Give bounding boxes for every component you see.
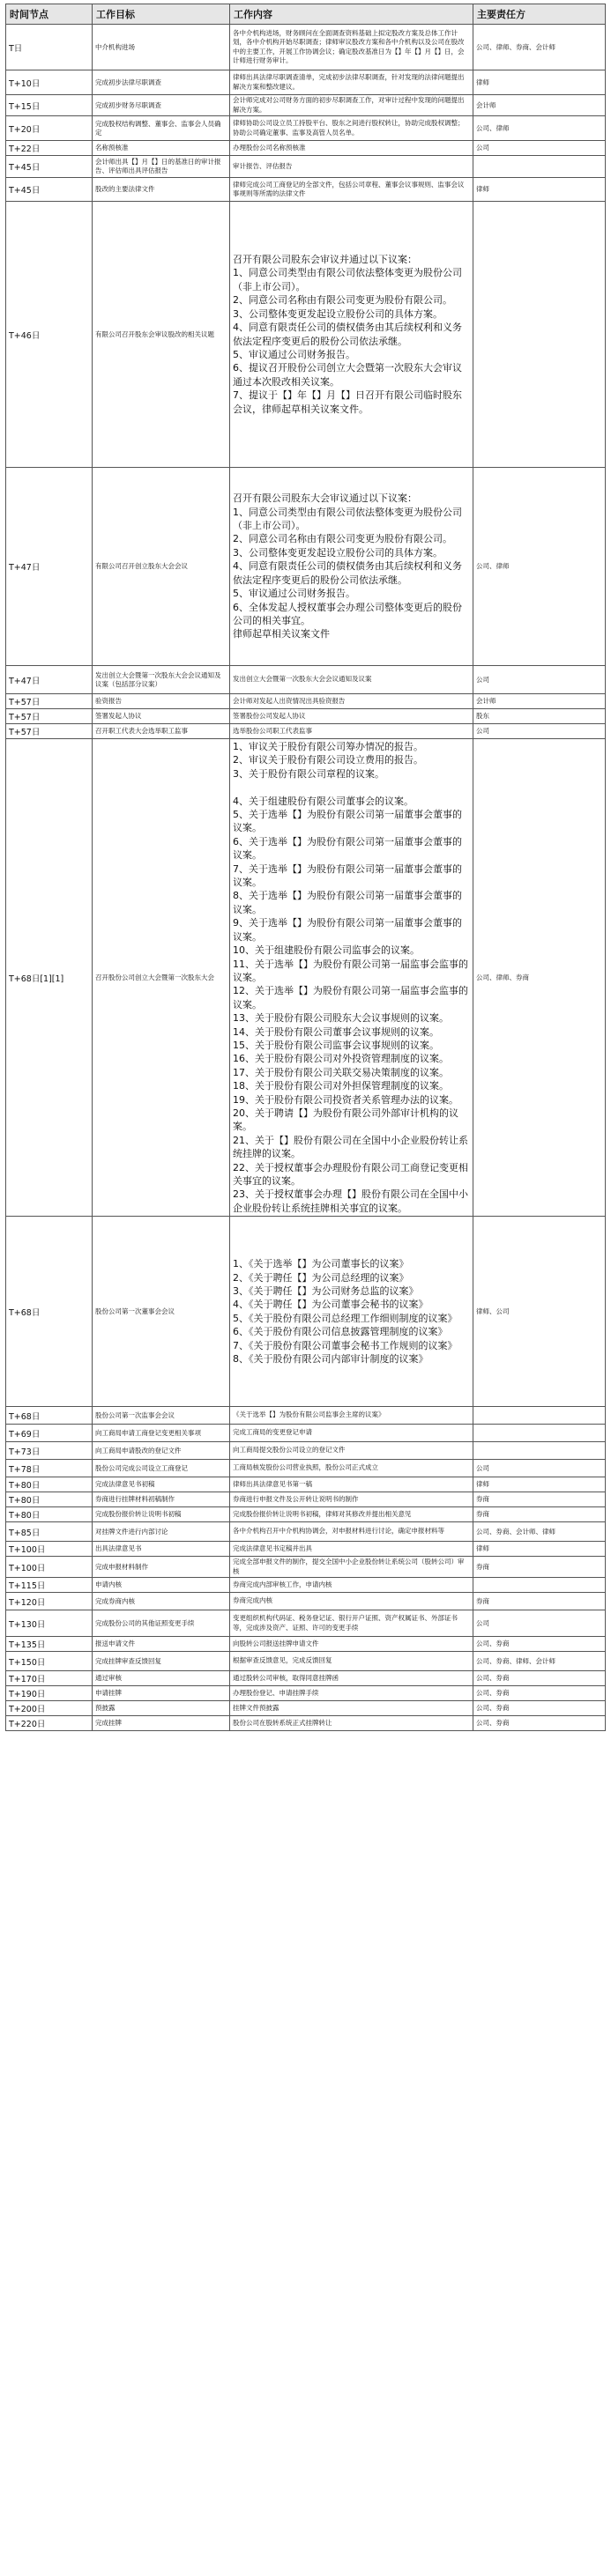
table-row bbox=[6, 1542, 606, 1557]
cell-content bbox=[230, 1610, 473, 1637]
header-content: 工作内容 bbox=[230, 4, 473, 25]
cell-content bbox=[230, 1701, 473, 1716]
cell-time: T+46日 bbox=[6, 202, 93, 468]
cell-time: T+100日 bbox=[6, 1542, 93, 1557]
cell-responsible: 律师 bbox=[473, 1477, 606, 1492]
table-row bbox=[6, 156, 606, 178]
cell-goal: 对挂牌文件进行内部讨论 bbox=[93, 1522, 230, 1542]
cell-goal: 有限公司召开股东会审议股改的相关议题 bbox=[93, 202, 230, 468]
content-line: 11、关于选举【】为股份有限公司第一届监事会监事的议案。 bbox=[233, 958, 468, 983]
cell-time: T+120日 bbox=[6, 1593, 93, 1610]
table-row bbox=[6, 739, 606, 1217]
cell-responsible: 券商 bbox=[473, 1507, 606, 1522]
cell-content bbox=[230, 95, 473, 116]
table-row bbox=[6, 25, 606, 70]
cell-goal: 有限公司召开创立股东大会会议 bbox=[93, 468, 230, 666]
content-line: 15、关于股份有限公司监事会议事规则的议案。 bbox=[233, 1039, 439, 1051]
cell-content bbox=[230, 178, 473, 202]
cell-goal: 完成法律意见书初稿 bbox=[93, 1477, 230, 1492]
content-line: 6、提议召开股份公司创立大会暨第一次股东大会审议通过本次股改相关议案。 bbox=[233, 362, 462, 388]
table-row bbox=[6, 1425, 606, 1442]
cell-responsible bbox=[473, 1442, 606, 1460]
cell-goal: 完成挂牌审查反馈回复 bbox=[93, 1652, 230, 1671]
content-line: 券商完成内核 bbox=[233, 1596, 272, 1605]
cell-goal: 出具法律意见书 bbox=[93, 1542, 230, 1557]
table-row bbox=[6, 1652, 606, 1671]
content-line: 工商局核发股份公司营业执照，股份公司正式成立 bbox=[233, 1463, 378, 1472]
content-line: 21、关于【】股份有限公司在全国中小企业股份转让系统挂牌的议案。 bbox=[233, 1134, 468, 1160]
content-line: 3、公司整体变更发起设立股份公司的具体方案。 bbox=[233, 546, 443, 559]
content-line: 办理股份公司名称预核准 bbox=[233, 143, 306, 152]
cell-content bbox=[230, 1522, 473, 1542]
content-line: 3、《关于聘任【】为公司财务总监的议案》 bbox=[233, 1284, 419, 1297]
table-body bbox=[6, 25, 606, 1731]
cell-responsible: 律师 bbox=[473, 70, 606, 95]
content-line: 完成工商局的变更登记申请 bbox=[233, 1428, 312, 1437]
cell-goal: 申请挂牌 bbox=[93, 1686, 230, 1701]
content-line: 18、关于股份有限公司对外担保管理制度的议案。 bbox=[233, 1080, 449, 1092]
cell-responsible bbox=[473, 202, 606, 468]
cell-content bbox=[230, 1442, 473, 1460]
cell-responsible: 公司、券商 bbox=[473, 1701, 606, 1716]
header-goal: 工作目标 bbox=[93, 4, 230, 25]
cell-time: T日 bbox=[6, 25, 93, 70]
table-row bbox=[6, 468, 606, 666]
cell-content bbox=[230, 724, 473, 739]
cell-goal: 股份公司第一次监事会会议 bbox=[93, 1407, 230, 1425]
cell-content bbox=[230, 1507, 473, 1522]
cell-content bbox=[230, 1425, 473, 1442]
cell-goal: 完成申报材料制作 bbox=[93, 1557, 230, 1578]
cell-time: T+68日[1][1] bbox=[6, 739, 93, 1217]
table-row bbox=[6, 1701, 606, 1716]
content-line: 2、同意公司名称由有限公司变更为股份有限公司。 bbox=[233, 533, 452, 545]
content-line: 各中介机构进场，财务顾问在全面调查资料基础上拟定股改方案及总体工作计划，各中介机构开始尽职调查；律师审议股改方案和各中介机构以及公司在股改中的主要工作，开展工作协调会议；确定股改基准日为【】年【】月【】日，会计师进行财务审计。 bbox=[233, 28, 465, 64]
content-line: 3、公司整体变更发起设立股份公司的具体方案。 bbox=[233, 307, 443, 320]
cell-time: T+68日 bbox=[6, 1407, 93, 1425]
content-line: 8、《关于股份有限公司内部审计制度的议案》 bbox=[233, 1352, 428, 1365]
content-line: 5、审议通过公司财务报告。 bbox=[233, 348, 355, 360]
cell-goal: 中介机构进场 bbox=[93, 25, 230, 70]
cell-responsible: 公司 bbox=[473, 141, 606, 156]
cell-content bbox=[230, 1593, 473, 1610]
cell-time: T+57日 bbox=[6, 709, 93, 724]
cell-goal: 股改的主要法律文件 bbox=[93, 178, 230, 202]
table-row bbox=[6, 1407, 606, 1425]
table-row bbox=[6, 141, 606, 156]
cell-time: T+68日 bbox=[6, 1217, 93, 1407]
header-responsible: 主要责任方 bbox=[473, 4, 606, 25]
cell-responsible: 券商 bbox=[473, 1593, 606, 1610]
cell-responsible bbox=[473, 156, 606, 178]
content-line: 2、同意公司名称由有限公司变更为股份有限公司。 bbox=[233, 294, 452, 307]
cell-responsible: 公司 bbox=[473, 1610, 606, 1637]
content-line: 7、关于选举【】为股份有限公司第一届董事会董事的议案。 bbox=[233, 862, 462, 889]
cell-time: T+80日 bbox=[6, 1492, 93, 1507]
table-row bbox=[6, 95, 606, 116]
table-row bbox=[6, 1460, 606, 1477]
cell-time: T+200日 bbox=[6, 1701, 93, 1716]
cell-content bbox=[230, 1716, 473, 1731]
cell-content bbox=[230, 1637, 473, 1652]
content-line: 16、关于股份有限公司对外投资管理制度的议案。 bbox=[233, 1053, 449, 1065]
content-line: 14、关于股份有限公司董事会议事规则的议案。 bbox=[233, 1025, 439, 1038]
cell-responsible: 公司、律师、券商、会计师 bbox=[473, 25, 606, 70]
cell-content bbox=[230, 141, 473, 156]
document bbox=[5, 4, 605, 1731]
cell-time: T+220日 bbox=[6, 1716, 93, 1731]
table-row bbox=[6, 202, 606, 468]
cell-goal: 完成券商内核 bbox=[93, 1593, 230, 1610]
table-row bbox=[6, 178, 606, 202]
content-line: 13、关于股份有限公司股东大会议事规则的议案。 bbox=[233, 1012, 449, 1025]
content-line bbox=[233, 781, 470, 794]
cell-time: T+47日 bbox=[6, 666, 93, 694]
cell-content bbox=[230, 1652, 473, 1671]
table-row bbox=[6, 70, 606, 95]
cell-goal: 名称预核准 bbox=[93, 141, 230, 156]
content-line: 审计报告、评估报告 bbox=[233, 161, 293, 170]
cell-responsible: 律师 bbox=[473, 178, 606, 202]
content-line: 完成全部申报文件的制作，提交全国中小企业股份转让系统公司（股转公司）审核 bbox=[233, 1558, 465, 1575]
cell-responsible: 公司 bbox=[473, 724, 606, 739]
content-line: 22、关于授权董事会办理股份有限公司工商登记变更相关事宜的议案。 bbox=[233, 1161, 468, 1187]
content-line: 19、关于股份有限公司投资者关系管理办法的议案。 bbox=[233, 1093, 458, 1106]
cell-goal: 预披露 bbox=[93, 1701, 230, 1716]
cell-goal: 签署发起人协议 bbox=[93, 709, 230, 724]
content-line: 律师出具法律意见书第一稿 bbox=[233, 1479, 312, 1488]
table-row bbox=[6, 1578, 606, 1593]
schedule-table bbox=[5, 4, 606, 1731]
content-line: 12、关于选举【】为股份有限公司第一届监事会监事的议案。 bbox=[233, 985, 468, 1010]
cell-responsible: 公司、券商 bbox=[473, 1637, 606, 1652]
content-line: 17、关于股份有限公司关联交易决策制度的议案。 bbox=[233, 1066, 449, 1078]
cell-content bbox=[230, 1557, 473, 1578]
content-line: 1、同意公司类型由有限公司依法整体变更为股份公司（非上市公司）。 bbox=[233, 506, 462, 532]
content-line: 律师出具法律尽职调查清单，完成初步法律尽职调查，针对发现的法律问题提出解决方案和整改建议。 bbox=[233, 73, 465, 91]
content-line: 1、《关于选举【】为公司董事长的议案》 bbox=[233, 1258, 409, 1270]
table-row bbox=[6, 1671, 606, 1686]
content-line: 券商完成内部审核工作，申请内核 bbox=[233, 1580, 332, 1588]
cell-time: T+57日 bbox=[6, 694, 93, 709]
table-row bbox=[6, 666, 606, 694]
content-line: 5、关于选举【】为股份有限公司第一届董事会董事的议案。 bbox=[233, 809, 462, 834]
cell-time: T+69日 bbox=[6, 1425, 93, 1442]
content-line: 1、同意公司类型由有限公司依法整体变更为股份公司（非上市公司）。 bbox=[233, 267, 462, 292]
cell-responsible: 公司、券商 bbox=[473, 1671, 606, 1686]
cell-responsible: 会计师 bbox=[473, 95, 606, 116]
content-line: 4、同意有限责任公司的债权债务由其后续权利和义务依法定程序变更后的股份公司依法承继。 bbox=[233, 560, 462, 586]
table-row bbox=[6, 1522, 606, 1542]
table-row bbox=[6, 1716, 606, 1731]
cell-responsible: 会计师 bbox=[473, 694, 606, 709]
cell-content bbox=[230, 1686, 473, 1701]
cell-responsible: 公司 bbox=[473, 1460, 606, 1477]
cell-time: T+190日 bbox=[6, 1686, 93, 1701]
content-line: 完成法律意见书定稿并出具 bbox=[233, 1543, 312, 1552]
content-line: 变更组织机构代码证、税务登记证、银行开户证照、资产权属证书、外部证书等，完成涉及资产、证照、许可的变更手续 bbox=[233, 1614, 458, 1632]
content-line: 挂牌文件预披露 bbox=[233, 1703, 279, 1712]
content-line: 6、《关于股份有限公司信息披露管理制度的议案》 bbox=[233, 1326, 448, 1338]
cell-content bbox=[230, 694, 473, 709]
content-line: 会计师完成对公司财务方面的初步尽职调查工作，对审计过程中发现的问题提出解决方案。 bbox=[233, 96, 465, 114]
table-row bbox=[6, 709, 606, 724]
cell-goal: 完成股份报价转让说明书初稿 bbox=[93, 1507, 230, 1522]
content-line: 10、关于组建股份有限公司监事会的议案。 bbox=[233, 944, 420, 957]
table-row bbox=[6, 1507, 606, 1522]
content-line: 各中介机构召开中介机构协调会，对申报材料进行讨论，确定申报材料等 bbox=[233, 1527, 444, 1536]
cell-responsible: 公司、券商、会计师、律师 bbox=[473, 1522, 606, 1542]
cell-responsible: 公司、律师、券商 bbox=[473, 739, 606, 1217]
cell-goal: 验资报告 bbox=[93, 694, 230, 709]
cell-responsible: 券商 bbox=[473, 1492, 606, 1507]
content-line: 7、《关于股份有限公司董事会秘书工作规则的议案》 bbox=[233, 1339, 458, 1351]
content-line: 《关于选举【】为股份有限公司监事会主席的议案》 bbox=[233, 1410, 385, 1419]
cell-time: T+10日 bbox=[6, 70, 93, 95]
table-row bbox=[6, 1637, 606, 1652]
table-row bbox=[6, 1557, 606, 1578]
cell-content bbox=[230, 666, 473, 694]
cell-time: T+115日 bbox=[6, 1578, 93, 1593]
cell-goal: 完成股权结构调整、董事会、监事会人员确定 bbox=[93, 116, 230, 141]
cell-content bbox=[230, 1217, 473, 1407]
cell-responsible: 律师 bbox=[473, 1542, 606, 1557]
content-line: 通过股转公司审核，取得同意挂牌函 bbox=[233, 1673, 339, 1682]
content-line: 8、关于选举【】为股份有限公司第一届董事会董事的议案。 bbox=[233, 890, 462, 915]
content-line: 9、关于选举【】为股份有限公司第一届董事会董事的议案。 bbox=[233, 917, 462, 943]
cell-content bbox=[230, 709, 473, 724]
content-line: 向工商局提交股份公司设立的登记文件 bbox=[233, 1446, 346, 1455]
content-line: 召开有限公司股东大会审议通过以下议案： bbox=[233, 492, 417, 505]
content-line: 发出创立大会暨第一次股东大会会议通知及议案 bbox=[233, 675, 372, 684]
content-line: 3、关于股份有限公司章程的议案。 bbox=[233, 767, 384, 780]
cell-content bbox=[230, 1542, 473, 1557]
cell-time: T+57日 bbox=[6, 724, 93, 739]
cell-responsible: 公司、券商 bbox=[473, 1716, 606, 1731]
cell-responsible bbox=[473, 1425, 606, 1442]
content-line: 4、《关于聘任【】为公司董事会秘书的议案》 bbox=[233, 1299, 428, 1311]
cell-content bbox=[230, 25, 473, 70]
cell-responsible bbox=[473, 1407, 606, 1425]
content-line: 6、关于选举【】为股份有限公司第一届董事会董事的议案。 bbox=[233, 835, 462, 862]
cell-time: T+80日 bbox=[6, 1477, 93, 1492]
table-row bbox=[6, 1217, 606, 1407]
cell-time: T+47日 bbox=[6, 468, 93, 666]
cell-time: T+80日 bbox=[6, 1507, 93, 1522]
cell-content bbox=[230, 156, 473, 178]
cell-goal: 股份公司第一次董事会会议 bbox=[93, 1217, 230, 1407]
content-line: 券商进行申报文件及公开转让说明书的制作 bbox=[233, 1494, 359, 1503]
cell-time: T+170日 bbox=[6, 1671, 93, 1686]
content-line: 5、《关于股份有限公司总经理工作细则制度的议案》 bbox=[233, 1312, 458, 1324]
content-line: 2、《关于聘任【】为公司总经理的议案》 bbox=[233, 1271, 409, 1284]
cell-content bbox=[230, 202, 473, 468]
content-line: 办理股份登记、申请挂牌手续 bbox=[233, 1688, 319, 1697]
content-line: 4、同意有限责任公司的债权债务由其后续权利和义务依法定程序变更后的股份公司依法承继。 bbox=[233, 322, 462, 347]
cell-content bbox=[230, 1492, 473, 1507]
cell-time: T+22日 bbox=[6, 141, 93, 156]
cell-goal: 向工商局申请股改的登记文件 bbox=[93, 1442, 230, 1460]
table-row bbox=[6, 1442, 606, 1460]
cell-responsible: 公司、律师 bbox=[473, 116, 606, 141]
cell-time: T+130日 bbox=[6, 1610, 93, 1637]
cell-time: T+150日 bbox=[6, 1652, 93, 1671]
content-line: 7、提议于【】年【】月【】日召开有限公司临时股东会议，律师起草相关议案文件。 bbox=[233, 389, 462, 415]
content-line: 23、关于授权董事会办理【】股份有限公司在全国中小企业股份转让系统挂牌相关事宜的议案。 bbox=[233, 1188, 468, 1214]
content-line: 2、审议关于股份有限公司设立费用的报告。 bbox=[233, 754, 423, 766]
cell-time: T+73日 bbox=[6, 1442, 93, 1460]
cell-responsible: 券商 bbox=[473, 1557, 606, 1578]
cell-content bbox=[230, 1407, 473, 1425]
cell-responsible: 律师、公司 bbox=[473, 1217, 606, 1407]
cell-responsible: 公司、券商 bbox=[473, 1686, 606, 1701]
content-line: 选举股份公司职工代表监事 bbox=[233, 726, 312, 735]
cell-responsible bbox=[473, 1578, 606, 1593]
cell-content bbox=[230, 1477, 473, 1492]
content-line: 5、审议通过公司财务报告。 bbox=[233, 588, 355, 600]
cell-goal: 报送申请文件 bbox=[93, 1637, 230, 1652]
content-line: 股份公司在股转系统正式挂牌转让 bbox=[233, 1718, 332, 1727]
cell-goal: 完成股份公司的其他证照变更手续 bbox=[93, 1610, 230, 1637]
cell-time: T+20日 bbox=[6, 116, 93, 141]
cell-time: T+85日 bbox=[6, 1522, 93, 1542]
table-row bbox=[6, 116, 606, 141]
content-line: 6、全体发起人授权董事会办理公司整体变更后的股份公司的相关事宜。 bbox=[233, 601, 462, 626]
content-line: 律师起草相关议案文件 bbox=[233, 628, 330, 640]
cell-content bbox=[230, 70, 473, 95]
cell-time: T+135日 bbox=[6, 1637, 93, 1652]
cell-time: T+45日 bbox=[6, 178, 93, 202]
content-line: 召开有限公司股东会审议并通过以下议案： bbox=[233, 254, 417, 266]
cell-content bbox=[230, 468, 473, 666]
cell-time: T+100日 bbox=[6, 1557, 93, 1578]
content-line: 1、审议关于股份有限公司筹办情况的报告。 bbox=[233, 741, 423, 752]
table-row bbox=[6, 1492, 606, 1507]
cell-content bbox=[230, 1671, 473, 1686]
cell-goal: 完成初步财务尽职调查 bbox=[93, 95, 230, 116]
table-row bbox=[6, 1477, 606, 1492]
cell-content bbox=[230, 116, 473, 141]
table-row bbox=[6, 1686, 606, 1701]
cell-responsible: 公司、律师 bbox=[473, 468, 606, 666]
cell-goal: 召开股份公司创立大会暨第一次股东大会 bbox=[93, 739, 230, 1217]
table-row bbox=[6, 1593, 606, 1610]
content-line: 完成股份报价转让说明书初稿，律师对其修改并提出相关意见 bbox=[233, 1509, 412, 1518]
cell-goal: 会计师出具【】月【】日的基准日的审计报告、评估师出具评估报告 bbox=[93, 156, 230, 178]
cell-time: T+78日 bbox=[6, 1460, 93, 1477]
cell-goal: 召开职工代表大会选举职工监事 bbox=[93, 724, 230, 739]
table-row bbox=[6, 1610, 606, 1637]
table-header-row bbox=[6, 4, 606, 25]
cell-responsible: 公司 bbox=[473, 666, 606, 694]
cell-responsible: 股东 bbox=[473, 709, 606, 724]
content-line: 根据审查反馈意见，完成反馈回复 bbox=[233, 1656, 332, 1665]
cell-content bbox=[230, 1578, 473, 1593]
header-time: 时间节点 bbox=[6, 4, 93, 25]
content-line: 4、关于组建股份有限公司董事会的议案。 bbox=[233, 795, 414, 807]
cell-goal: 通过审核 bbox=[93, 1671, 230, 1686]
content-line: 20、关于聘请【】为股份有限公司外部审计机构的议案。 bbox=[233, 1107, 458, 1133]
cell-goal: 完成初步法律尽职调查 bbox=[93, 70, 230, 95]
content-line: 向股转公司报送挂牌申请文件 bbox=[233, 1639, 319, 1647]
content-line: 签署股份公司发起人协议 bbox=[233, 711, 306, 720]
cell-responsible: 公司、券商、律师、会计师 bbox=[473, 1652, 606, 1671]
cell-content bbox=[230, 1460, 473, 1477]
table-row bbox=[6, 724, 606, 739]
cell-goal: 发出创立大会暨第一次股东大会会议通知及议案（包括部分议案） bbox=[93, 666, 230, 694]
cell-time: T+45日 bbox=[6, 156, 93, 178]
cell-goal: 股份公司完成公司设立工商登记 bbox=[93, 1460, 230, 1477]
table-row bbox=[6, 694, 606, 709]
cell-time: T+15日 bbox=[6, 95, 93, 116]
cell-content bbox=[230, 739, 473, 1217]
content-line: 律师协助公司设立员工持股平台、股东之间进行股权转让，协助完成股权调整；协助公司确定董事、监事及高管人员名单。 bbox=[233, 119, 465, 137]
content-line: 会计师对发起人出资情况出具验资报告 bbox=[233, 696, 346, 705]
cell-goal: 券商进行挂牌材料初稿制作 bbox=[93, 1492, 230, 1507]
cell-goal: 申请内核 bbox=[93, 1578, 230, 1593]
content-line: 律师完成公司工商登记的全部文件，包括公司章程、董事会议事规则、监事会议事规则等所需的法律文件 bbox=[233, 180, 465, 197]
cell-goal: 完成挂牌 bbox=[93, 1716, 230, 1731]
cell-goal: 向工商局申请工商登记变更相关事项 bbox=[93, 1425, 230, 1442]
